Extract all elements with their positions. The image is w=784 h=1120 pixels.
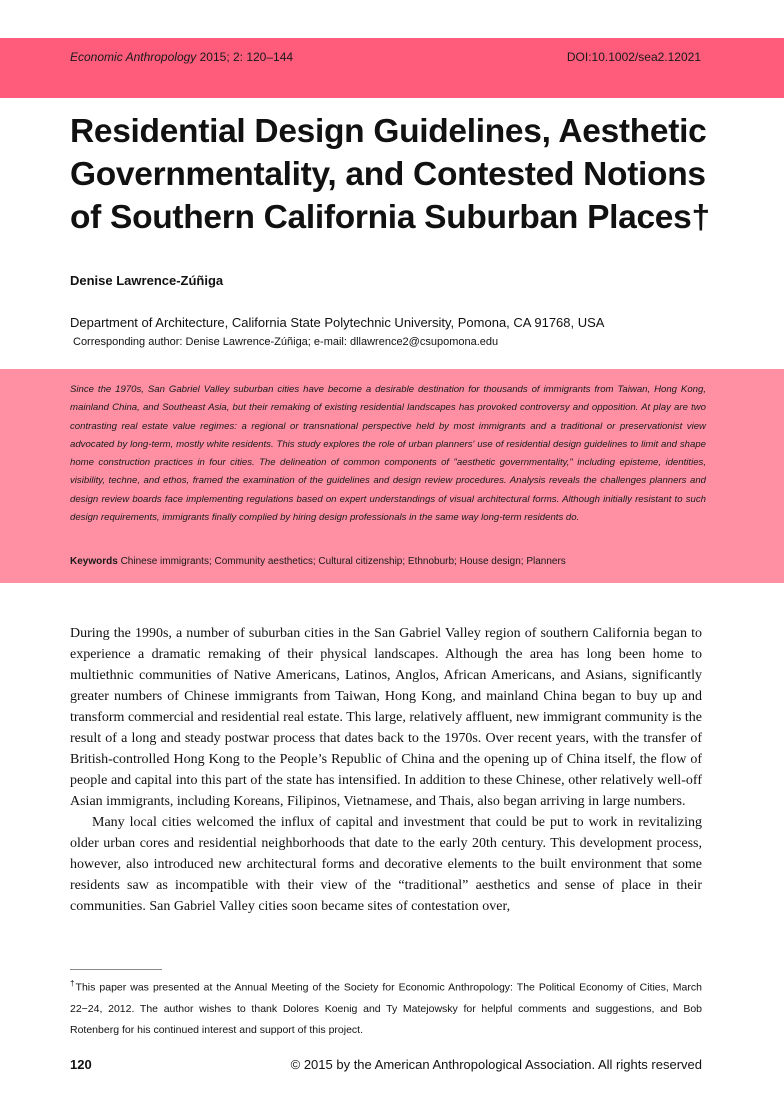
author-name: Denise Lawrence-Zúñiga (70, 273, 224, 288)
footnote-text: This paper was presented at the Annual Meeting of the Society for Economic Anthropology: The Political Economy of Cities, March 22−24, 2012. The author wishes to thank Dolores Koenig and Ty Matejowsky for helpful comments and suggestions, and Bob Rotenberg for his continued interest and support of this project. (70, 981, 702, 1036)
journal-name: Economic Anthropology (70, 50, 197, 64)
journal-citation (70, 50, 293, 64)
corresponding-author: Corresponding author: Denise Lawrence-Zúñiga; e-mail: dllawrence2@csupomona.edu (73, 336, 499, 348)
journal-header-band (0, 38, 784, 98)
article-title: Residential Design Guidelines, Aesthetic Governmentality, and Contested Notions of Southern California Suburban Places† (70, 113, 710, 236)
footnote-marker: † (70, 979, 76, 988)
keywords-line (70, 556, 710, 567)
abstract-section (0, 369, 784, 583)
body-paragraph-2: Many local cities welcomed the influx of capital and investment that could be put to work in revitalizing older urban cores and residential neighborhoods that date to the early 20th century. This development process, however, also introduced new architectural forms and decorative elements to the built environment that some residents saw as incompatible with their view of the “traditional” aesthetics and sense of place in their communities. San Gabriel Valley cities soon became sites of contestation over, (70, 815, 702, 914)
keywords-label: Keywords (70, 556, 118, 567)
author-affiliation: Department of Architecture, California State Polytechnic University, Pomona, CA 91768, USA (70, 315, 605, 330)
page-number: 120 (70, 1057, 92, 1072)
body-paragraph-1: During the 1990s, a number of suburban cities in the San Gabriel Valley region of southern California began to experience a dramatic remaking of their physical landscapes. Although the area has long been home to multiethnic communities of Native Americans, Latinos, Anglos, African Americans, and Asians, significantly greater numbers of Chinese immigrants from Taiwan, Hong Kong, and mainland China began to buy up and transform commercial and residential real estate. This large, relatively affluent, new immigrant community is the result of a long and steady postwar process that dates back to the 1970s. Over recent years, with the transfer of British-controlled Hong Kong to the People’s Republic of China and the opening up of China itself, the flow of people and capital into this part of the state has intensified. In addition to these Chinese, other relatively well-off Asian immigrants, including Koreans, Filipinos, Vietnamese, and Thais, also began arriving in large numbers. (70, 626, 702, 809)
footnote-divider (70, 969, 162, 970)
footnote (70, 973, 702, 1041)
doi-link[interactable]: DOI:10.1002/sea2.12021 (566, 50, 701, 64)
journal-volume-pages: 2015; 2: 120–144 (196, 50, 294, 64)
keywords-list: Chinese immigrants; Community aesthetics; Cultural citizenship; Ethnoburb; House design; Planners (117, 556, 566, 567)
abstract-text: Since the 1970s, San Gabriel Valley suburban cities have become a desirable destination for thousands of immigrants from Taiwan, Hong Kong, mainland China, and Southeast Asia, but their remaking of existing residential landscapes has provoked controversy and opposition. At play are two contrasting real estate value regimes: a regional or transnational perspective held by most immigrants and a traditional or preservationist view advocated by long-term, mostly white residents. This study explores the role of urban planners' use of residential design guidelines to limit and shape home construction practices in four cities. The delineation of common components of "aesthetic governmentality," including episteme, identities, visibility, techne, and ethos, framed the examination of the guidelines and design review procedures. Analysis reveals the challenges planners and design review boards face implementing regulations based on expert understandings of visual architectural forms. Although initially resistant to such design requirements, immigrants finally complied by hiring design professionals in the same way long-term residents do. (70, 384, 706, 524)
article-body (70, 623, 702, 917)
copyright-notice: © 2015 by the American Anthropological Association. All rights reserved (290, 1057, 702, 1072)
